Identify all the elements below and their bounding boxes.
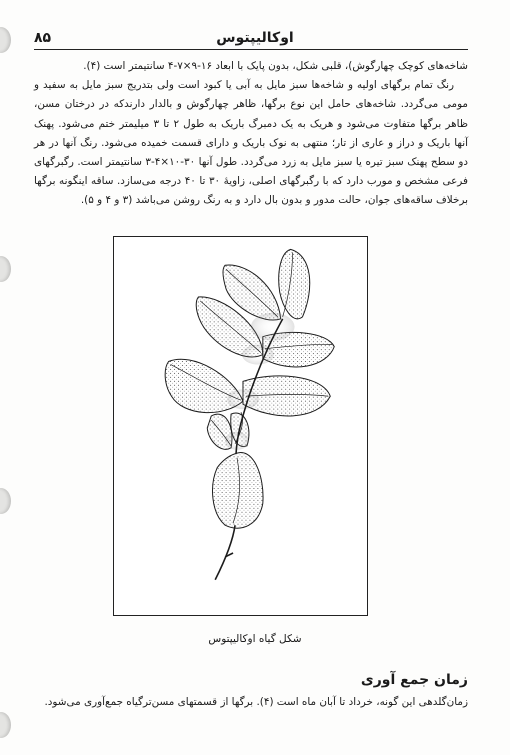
paragraph: رنگ تمام برگهای اولیه و شاخه‌ها سبز مایل به آبی یا کبود است ولی بتدریج سبز مایل به سفید و مومی می‌گردد. شاخه‌های حامل این نوع برگها، ظاهر چهارگوش و بالدار دارندکه در درختان مسن، ظاهر برگها متفاوت می‌شود و هریک به یک دمبرگ باریک به طول ۲ تا ۳ میلیمتر ختم می‌شود. پهنک آنها باریک و دراز و عاری از تار؛ منتهی به نوک باریک و دارای قسمت خمیده می‌شود. رنگ آنها در هر دو سطح پهنک سبز تیره یا سبز مایل به زرد می‌گردد. طول آنها ۳۰-۱۰×۴-۳ سانتیمتر است. رگبرگهای فرعی مشخص و مورب دارد که با رگبرگهای اصلی، زاویهٔ ۳۰ تا ۴۰ درجه می‌سازد. ساقه اینگونه برگها برخلاف ساقه‌های جوان، حالت مدور و بدون بال دارد و به رنگ روشن می‌باشد (۳ و ۴ و ۵).: [34, 79, 469, 207]
body-text: [34, 57, 468, 211]
binder-hole: [0, 488, 11, 514]
binder-hole: [0, 256, 11, 282]
figure-caption: شکل گیاه اوکالیپتوس: [208, 633, 302, 645]
plant-illustration-frame: [113, 236, 368, 616]
paragraph: شاخه‌های کوچک چهارگوش)، قلبی شکل، بدون پایک با ابعاد ۱۶-۹×۷-۴ سانتیمتر است (۴).: [83, 60, 468, 72]
section-heading: زمان جمع آوری: [360, 672, 468, 688]
leaf: [279, 249, 310, 318]
eucalyptus-drawing: [114, 237, 367, 615]
binder-hole: [0, 712, 11, 738]
header-rule: [34, 49, 468, 50]
section-text: زمان‌گلدهی این گونه، خرداد تا آبان ماه است (۴). برگها از قسمتهای مسن‌ترگیاه جمع‌آوری می‌شود.: [44, 696, 468, 708]
page-number: ۸۵: [34, 30, 52, 46]
page-header: [0, 30, 510, 54]
running-title: اوکالیپتوس: [216, 30, 294, 46]
